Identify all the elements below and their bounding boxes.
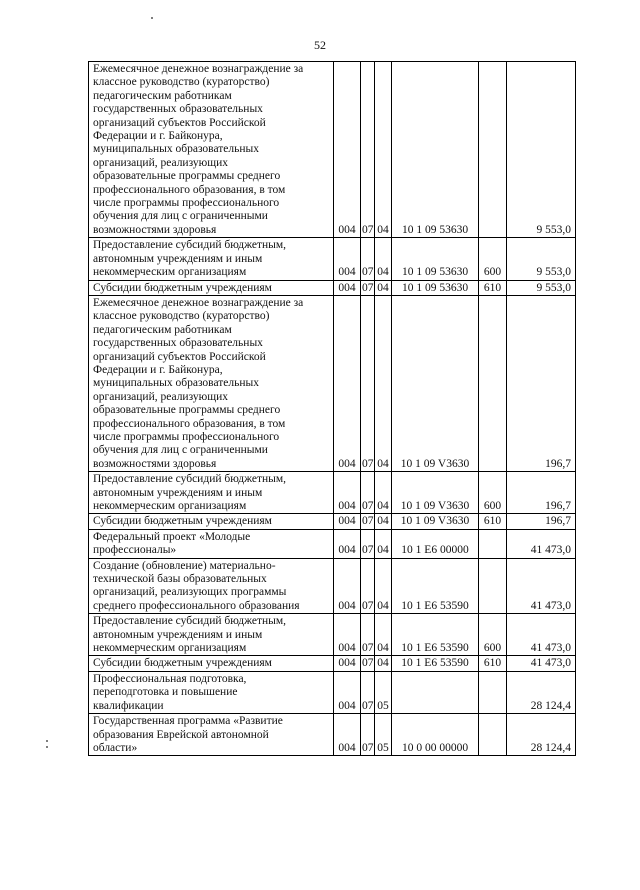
item-name-line: Ежемесячное денежное вознаграждение за xyxy=(93,63,304,75)
item-name-line: Профессиональная подготовка, xyxy=(93,672,247,685)
target-article-code: 10 1 09 53630 xyxy=(392,280,479,295)
item-name-line: педагогическим работникам xyxy=(93,323,232,336)
amount: 41 473,0 xyxy=(507,558,576,614)
item-name xyxy=(89,558,334,614)
item-name xyxy=(89,714,334,756)
expense-type-code: 600 xyxy=(479,614,507,656)
table-row xyxy=(89,280,576,295)
ved-code: 004 xyxy=(334,614,361,656)
section-code: 07 xyxy=(361,472,375,514)
subsection-code: 04 xyxy=(375,280,392,295)
section-code: 07 xyxy=(361,614,375,656)
item-name-line: организаций, реализующих xyxy=(93,390,228,403)
ved-code: 004 xyxy=(334,295,361,471)
ved-code: 004 xyxy=(334,238,361,280)
section-code: 07 xyxy=(361,529,375,558)
ved-code: 004 xyxy=(334,714,361,756)
item-name-line: квалификации xyxy=(93,699,164,712)
target-article-code: 10 1 E6 53590 xyxy=(392,656,479,671)
amount: 196,7 xyxy=(507,295,576,471)
amount: 28 124,4 xyxy=(507,714,576,756)
item-name-line: среднего профессионального образования xyxy=(93,599,300,612)
target-article-code: 10 1 09 53630 xyxy=(392,62,479,238)
item-name-line: переподготовка и повышение xyxy=(93,686,238,699)
item-name-line: Создание (обновление) материально- xyxy=(93,559,276,572)
expense-type-code: 610 xyxy=(479,514,507,529)
item-name xyxy=(89,62,334,238)
expense-type-code: 610 xyxy=(479,656,507,671)
item-name-line: профессионального образования, в том xyxy=(93,417,286,430)
item-name-line: классное руководство (кураторство) xyxy=(93,310,270,323)
item-name xyxy=(89,238,334,280)
item-name-line: Субсидии бюджетным учреждениям xyxy=(93,657,272,670)
section-code: 07 xyxy=(361,714,375,756)
target-article-code: 10 1 09 53630 xyxy=(392,238,479,280)
amount: 9 553,0 xyxy=(507,238,576,280)
budget-table xyxy=(88,61,576,756)
expense-type-code xyxy=(479,295,507,471)
item-name xyxy=(89,514,334,529)
item-name-line: организаций субъектов Российской xyxy=(93,116,266,129)
item-name-line: автономным учреждениям и иным xyxy=(93,628,263,641)
subsection-code: 05 xyxy=(375,671,392,713)
scan-speck xyxy=(46,740,48,742)
item-name xyxy=(89,529,334,558)
item-name-line: классное руководство (кураторство) xyxy=(93,76,270,89)
target-article-code: 10 1 E6 53590 xyxy=(392,558,479,614)
item-name-line: Субсидии бюджетным учреждениям xyxy=(93,281,272,294)
item-name xyxy=(89,295,334,471)
item-name-line: Предоставление субсидий бюджетным, xyxy=(93,239,287,252)
item-name-line: Субсидии бюджетным учреждениям xyxy=(93,515,272,528)
amount: 9 553,0 xyxy=(507,62,576,238)
item-name xyxy=(89,614,334,656)
ved-code: 004 xyxy=(334,62,361,238)
section-code: 07 xyxy=(361,295,375,471)
item-name-line: государственных образовательных xyxy=(93,337,263,350)
item-name xyxy=(89,671,334,713)
target-article-code: 10 1 E6 53590 xyxy=(392,614,479,656)
item-name xyxy=(89,280,334,295)
ved-code: 004 xyxy=(334,671,361,713)
section-code: 07 xyxy=(361,62,375,238)
table-row xyxy=(89,238,576,280)
item-name-line: образования Еврейской автономной xyxy=(93,728,269,741)
item-name xyxy=(89,656,334,671)
expense-type-code xyxy=(479,529,507,558)
table-row xyxy=(89,656,576,671)
table-row xyxy=(89,614,576,656)
table-row xyxy=(89,472,576,514)
item-name-line: некоммерческим организациям xyxy=(93,266,247,279)
item-name xyxy=(89,472,334,514)
item-name-line: педагогическим работникам xyxy=(93,89,232,102)
ved-code: 004 xyxy=(334,558,361,614)
amount: 28 124,4 xyxy=(507,671,576,713)
target-article-code: 10 1 09 V3630 xyxy=(392,514,479,529)
subsection-code: 04 xyxy=(375,529,392,558)
item-name-line: муниципальных образовательных xyxy=(93,143,260,156)
item-name-line: автономным учреждениям и иным xyxy=(93,486,263,499)
amount: 9 553,0 xyxy=(507,280,576,295)
target-article-code: 10 1 09 V3630 xyxy=(392,472,479,514)
subsection-code: 04 xyxy=(375,514,392,529)
item-name-line: организаций, реализующих xyxy=(93,156,228,169)
subsection-code: 04 xyxy=(375,295,392,471)
section-code: 07 xyxy=(361,558,375,614)
page-number: 52 xyxy=(314,38,326,52)
expense-type-code xyxy=(479,62,507,238)
ved-code: 004 xyxy=(334,529,361,558)
subsection-code: 04 xyxy=(375,656,392,671)
expense-type-code xyxy=(479,558,507,614)
item-name-line: обучения для лиц с ограниченными xyxy=(93,444,268,457)
item-name-line: Федерации и г. Байконура, xyxy=(93,130,223,143)
section-code: 07 xyxy=(362,281,374,294)
table-body xyxy=(89,62,576,756)
table-row xyxy=(89,671,576,713)
amount: 41 473,0 xyxy=(507,529,576,558)
table-row xyxy=(89,62,576,238)
ved-code: 004 xyxy=(334,280,361,295)
expense-type-code: 610 xyxy=(479,280,507,295)
subsection-code: 04 xyxy=(375,472,392,514)
item-name-line: образовательные программы среднего xyxy=(93,404,281,417)
item-name-line: автономным учреждениям и иным xyxy=(93,252,263,265)
ved-code: 004 xyxy=(334,656,361,671)
expense-type-code xyxy=(479,671,507,713)
section-code: 07 xyxy=(362,657,374,670)
target-article-code: 10 1 09 V3630 xyxy=(392,295,479,471)
item-name-line: числе программы профессионального xyxy=(93,430,280,443)
scan-speck xyxy=(46,746,48,748)
item-name-line: Предоставление субсидий бюджетным, xyxy=(93,615,287,628)
item-name-line: государственных образовательных xyxy=(93,103,263,116)
item-name-line: обучения для лиц с ограниченными xyxy=(93,210,268,223)
item-name-line: области» xyxy=(93,741,138,754)
item-name-line: Государственная программа «Развитие xyxy=(93,715,283,728)
table-row xyxy=(89,295,576,471)
target-article-code: 10 1 E6 00000 xyxy=(392,529,479,558)
item-name-line: муниципальных образовательных xyxy=(93,377,260,390)
expense-type-code: 600 xyxy=(479,472,507,514)
item-name-line: числе программы профессионального xyxy=(93,197,280,210)
amount: 196,7 xyxy=(507,514,576,529)
item-name-line: профессионалы» xyxy=(93,544,177,557)
subsection-code: 05 xyxy=(375,714,392,756)
item-name-line: возможностями здоровья xyxy=(93,223,217,236)
amount: 196,7 xyxy=(507,472,576,514)
item-name-line: Федерации и г. Байконура, xyxy=(93,363,223,376)
table-row xyxy=(89,558,576,614)
item-name-line: Федеральный проект «Молодые xyxy=(93,530,251,543)
section-code: 07 xyxy=(361,671,375,713)
expense-type-code: 600 xyxy=(479,238,507,280)
target-article-code: 10 0 00 00000 xyxy=(392,714,479,756)
subsection-code: 04 xyxy=(375,238,392,280)
table-row xyxy=(89,514,576,529)
item-name-line: организаций субъектов Российской xyxy=(93,350,266,363)
item-name-line: Предоставление субсидий бюджетным, xyxy=(93,473,287,486)
item-name-line: образовательные программы среднего xyxy=(93,170,281,183)
section-code: 07 xyxy=(361,238,375,280)
amount: 41 473,0 xyxy=(507,656,576,671)
table-row xyxy=(89,529,576,558)
subsection-code: 04 xyxy=(375,62,392,238)
amount: 41 473,0 xyxy=(507,614,576,656)
target-article-code xyxy=(392,671,479,713)
subsection-code: 04 xyxy=(375,558,392,614)
table-row xyxy=(89,714,576,756)
ved-code: 004 xyxy=(334,514,361,529)
item-name-line: профессионального образования, в том xyxy=(93,183,286,196)
item-name-line: некоммерческим организациям xyxy=(93,642,247,655)
section-code: 07 xyxy=(362,515,374,528)
item-name-line: технической базы образовательных xyxy=(93,573,267,586)
expense-type-code xyxy=(479,714,507,756)
item-name-line: возможностями здоровья xyxy=(93,457,217,470)
item-name-line: Ежемесячное денежное вознаграждение за xyxy=(93,296,304,309)
item-name-line: организаций, реализующих программы xyxy=(93,586,287,599)
scan-speck xyxy=(151,17,153,19)
subsection-code: 04 xyxy=(375,614,392,656)
item-name-line: некоммерческим организациям xyxy=(93,500,247,512)
ved-code: 004 xyxy=(334,472,361,514)
